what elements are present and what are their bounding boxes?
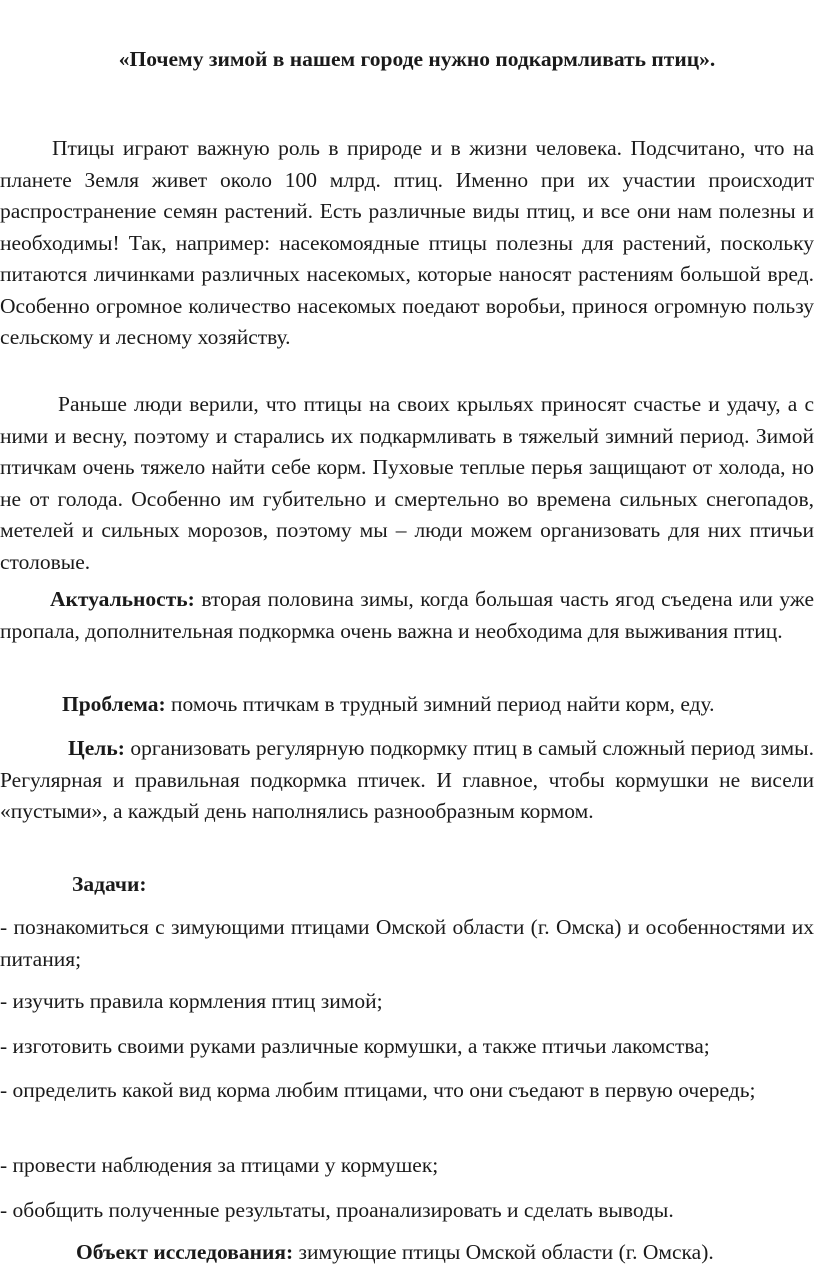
task-item: - провести наблюдения за птицами у кормушек; xyxy=(0,1153,439,1177)
tasks-heading: Задачи: xyxy=(72,872,147,896)
task-item: - изготовить своими руками различные кормушки, а также птичьи лакомства; xyxy=(0,1034,710,1058)
goal-paragraph xyxy=(0,733,814,828)
problem-text: помочь птичкам в трудный зимний период найти корм, еду. xyxy=(165,692,715,716)
task-item: - обобщить полученные результаты, проанализировать и сделать выводы. xyxy=(0,1198,674,1222)
document-title: «Почему зимой в нашем городе нужно подкармливать птиц». xyxy=(118,47,716,71)
task-item: - изучить правила кормления птиц зимой; xyxy=(0,989,383,1013)
goal-label: Цель: xyxy=(68,736,125,760)
relevance-paragraph xyxy=(0,584,814,647)
task-item: - познакомиться с зимующими птицами Омской области (г. Омска) и особенностями их питания; xyxy=(0,915,814,971)
problem-label: Проблема: xyxy=(62,692,166,716)
research-object-paragraph xyxy=(0,1237,814,1269)
intro-paragraph: Птицы играют важную роль в природе и в жизни человека. Подсчитано, что на планете Земля живет около 100 млрд. птиц. Именно при их участии происходит распространение семян растений. Есть различные виды птиц, и все они нам полезны и необходимы! Так, например: насекомоядные птицы полезны для растений, поскольку питаются личинками различных насекомых, которые наносят растениям большой вред. Особенно огромное количество насекомых поедают воробьи, принося огромную пользу сельскому и лесному хозяйству. xyxy=(0,136,814,349)
history-paragraph: Раньше люди верили, что птицы на своих крыльях приносят счастье и удачу, а с ними и весну, поэтому и старались их подкармливать в тяжелый зимний период. Зимой птичкам очень тяжело найти себе корм. Пуховые теплые перья защищают от холода, но не от голода. Особенно им губительно и смертельно во времена сильных снегопадов, метелей и сильных морозов, поэтому мы – люди можем организовать для них птичьи столовые. xyxy=(0,392,814,574)
research-object-text: зимующие птицы Омской области (г. Омска). xyxy=(293,1240,714,1264)
problem-paragraph xyxy=(0,689,814,721)
relevance-text: вторая половина зимы, когда большая часть ягод съедена или уже пропала, дополнительная подкормка очень важна и необходима для выживания птиц. xyxy=(0,587,814,643)
task-item: - определить какой вид корма любим птицами, что они съедают в первую очередь; xyxy=(0,1078,756,1102)
relevance-label: Актуальность: xyxy=(50,587,195,611)
research-object-label: Объект исследования: xyxy=(76,1240,294,1264)
goal-text: организовать регулярную подкормку птиц в самый сложный период зимы. Регулярная и правильная подкормка птичек. И главное, чтобы кормушки не висели «пустыми», а каждый день наполнялись разнообразным кормом. xyxy=(0,736,814,823)
